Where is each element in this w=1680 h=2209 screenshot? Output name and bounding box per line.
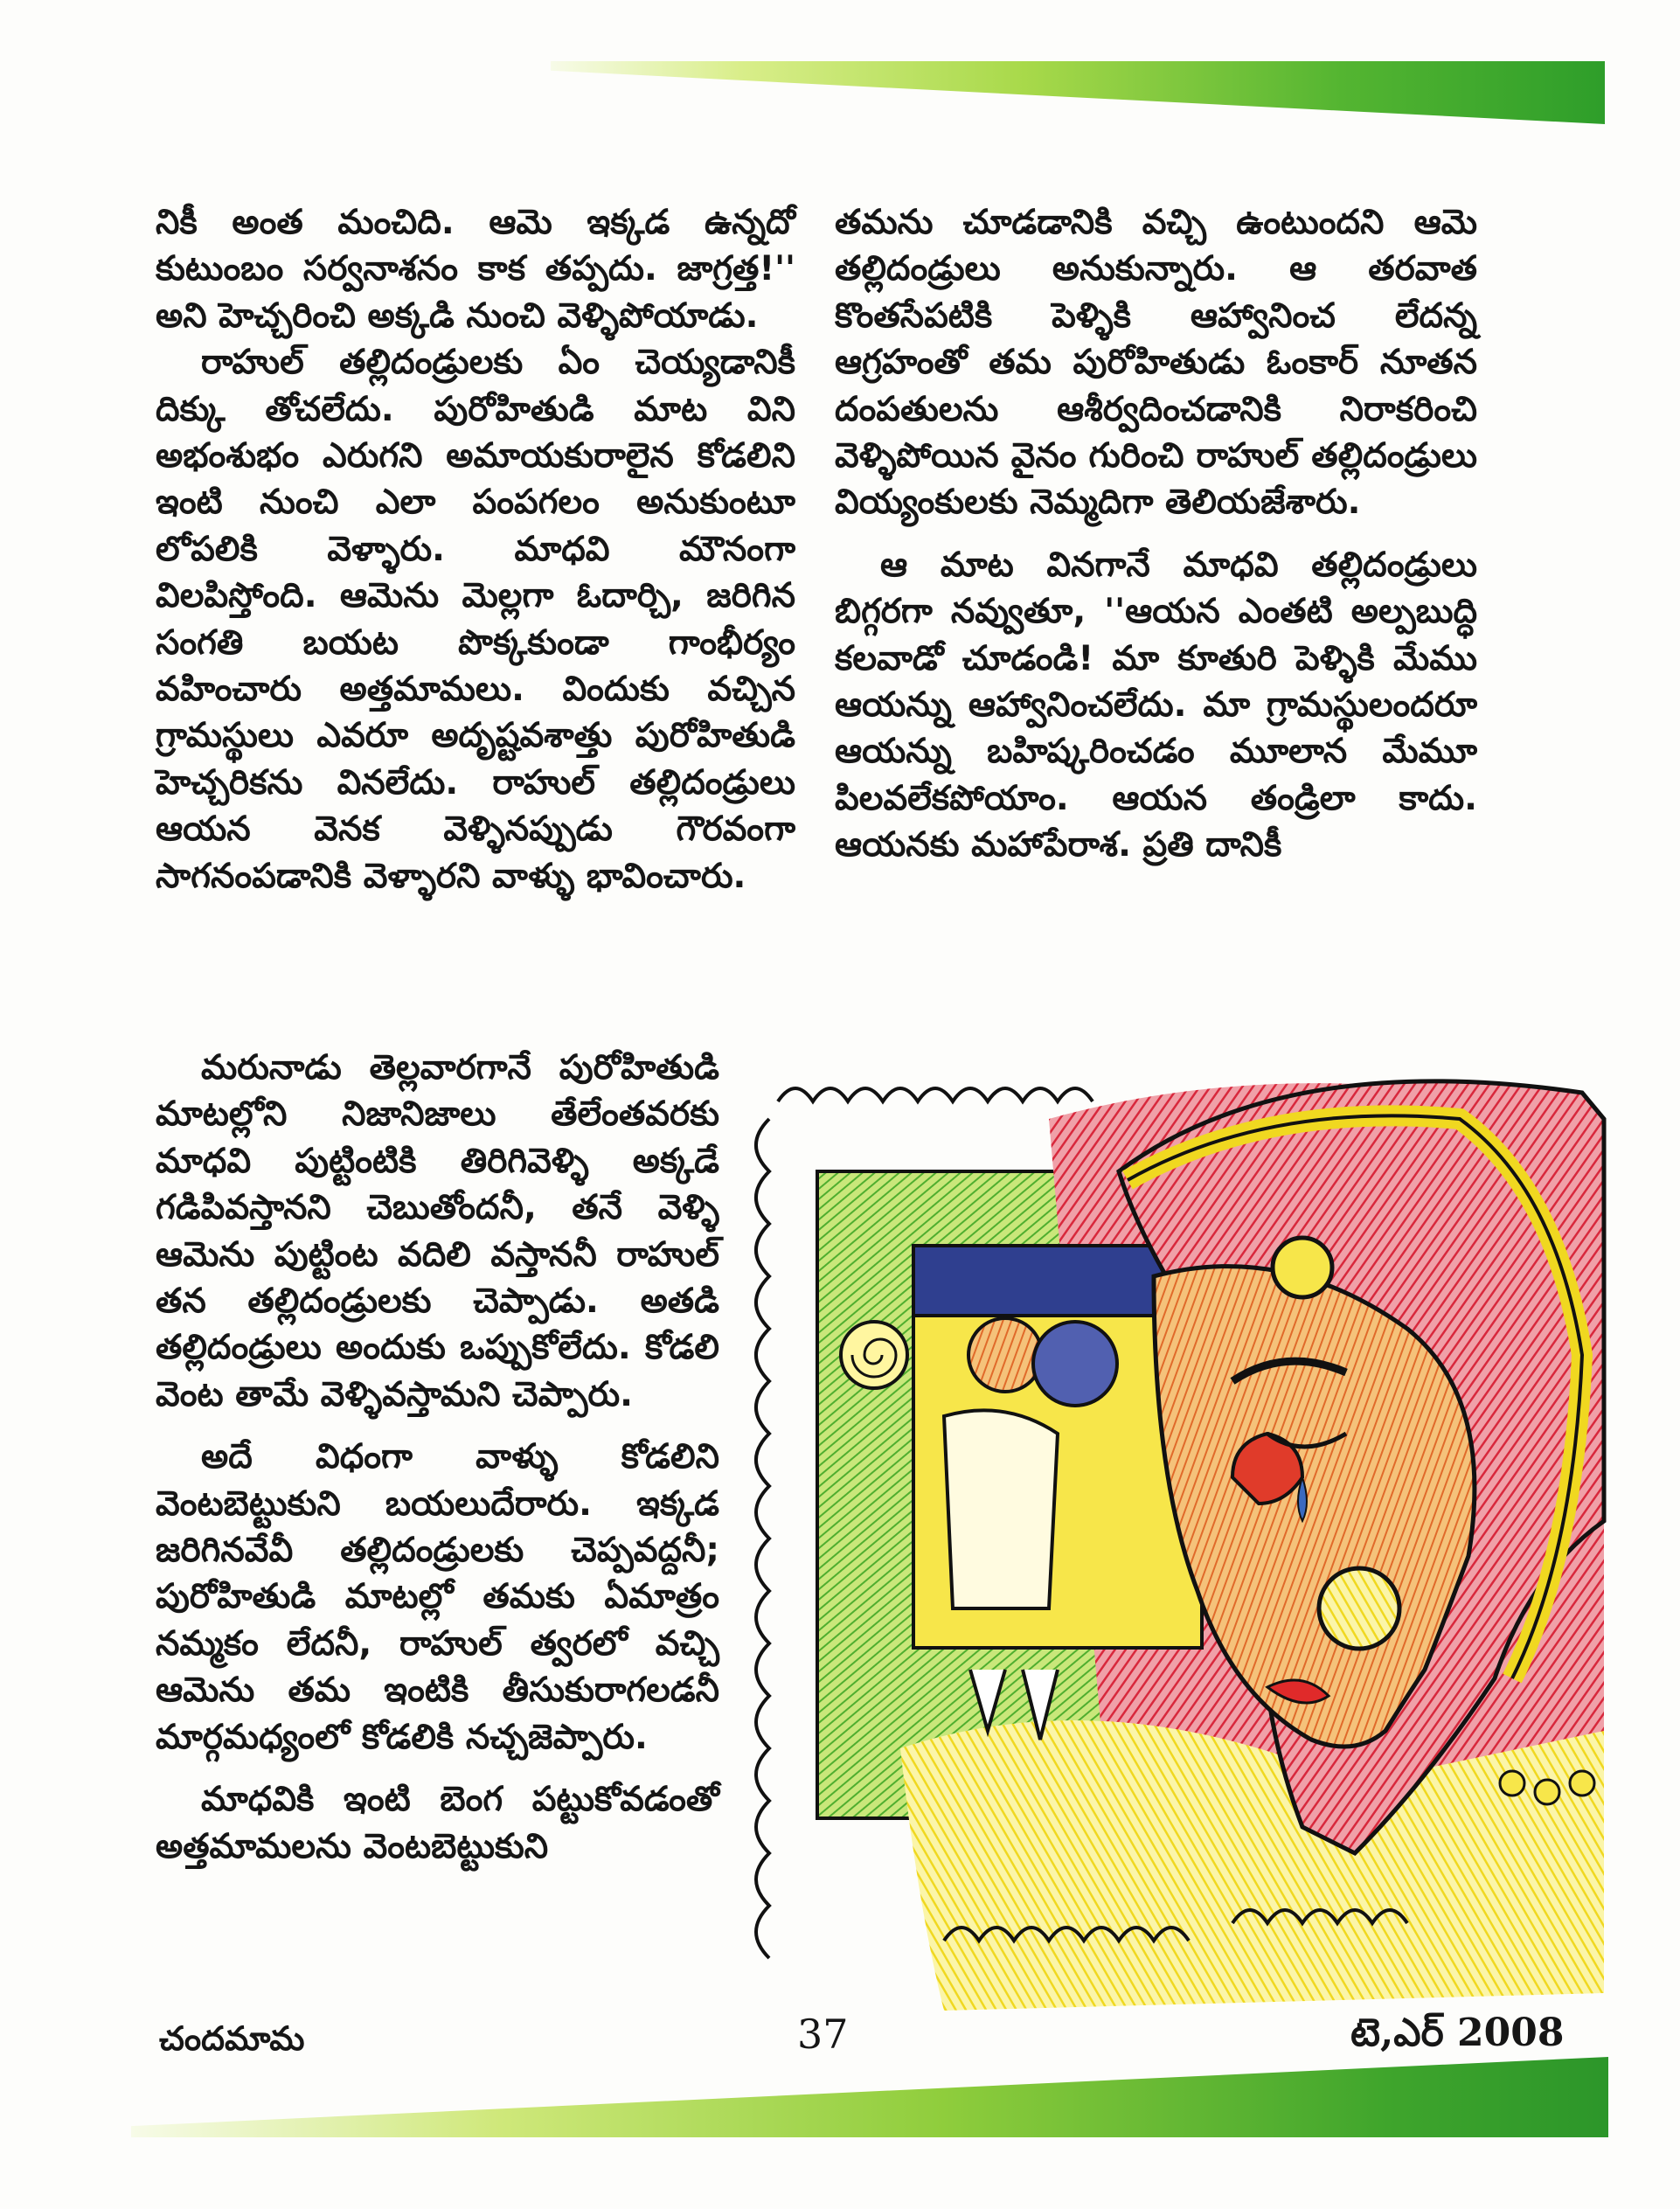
paragraph: తమను చూడడానికి వచ్చి ఉంటుందని ఆమె తల్లిదండ్రులు అనుకున్నారు. ఆ తరవాత కొంతసేపటికి పెళ్ళికి ఆహ్వానించ లేదన్న ఆగ్రహంతో తమ పురోహితుడు ఓంకార్ నూతన దంపతులను ఆశీర్వదించడానికి నిరాకరించి వెళ్ళిపోయిన వైనం గురించి రాహుల్ తల్లిదండ్రులు వియ్యంకులకు నెమ్మదిగా తెలియజేశారు.: [835, 203, 1477, 523]
left-column-top: [156, 199, 795, 900]
paragraph: అదే విధంగా వాళ్ళు కోడలిని వెంటబెట్టుకుని బయలుదేరారు. ఇక్కడ జరిగినవేవీ తల్లిదండ్రులకు చెప్పవద్దనీ; పురోహితుడి మాటల్లో తమకు ఏమాత్రం నమ్మకం లేదనీ, రాహుల్ త్వరలో వచ్చి ఆమెను తమ ఇంటికి తీసుకురాగలడనీ మార్గమధ్యంలో కోడలికి నచ్చజెప్పారు.: [156, 1437, 719, 1757]
issue-date: టె,ఎర్ 2008: [1350, 2011, 1565, 2055]
page-number: 37: [797, 2011, 849, 2058]
paragraph: మాధవికి ఇంటి బెంగ పట్టుకోవడంతో అత్తమామలను వెంటబెట్టుకుని: [156, 1780, 719, 1866]
top-decorative-band: [551, 61, 1605, 124]
story-illustration: [743, 1066, 1608, 2028]
paragraph: ఆ మాట వినగానే మాధవి తల్లిదండ్రులు బిగ్గరగా నవ్వుతూ, ''ఆయన ఎంతటి అల్పబుద్ధి కలవాడో చూడండి! మా కూతురి పెళ్ళికి మేము ఆయన్ను ఆహ్వానించలేదు. మా గ్రామస్థులందరూ ఆయన్ను బహిష్కరించడం మూలాన మేమూ పిలవలేకపోయాం. ఆయన తండ్రిలా కాదు. ఆయనకు మహాపేరాశ. ప్రతి దానికీ: [835, 545, 1477, 865]
paragraph: రాహుల్ తల్లిదండ్రులకు ఏం చెయ్యడానికీ దిక్కు తోచలేదు. పురోహితుడి మాట విని అభంశుభం ఎరుగని అమాయకురాలైన కోడలిని ఇంటి నుంచి ఎలా పంపగలం అనుకుంటూ లోపలికి వెళ్ళారు. మాధవి మౌనంగా విలపిస్తోంది. ఆమెను మెల్లగా ఓదార్చి, జరిగిన సంగతి బయట పొక్కకుండా గాంభీర్యం వహించారు అత్తమామలు. విందుకు వచ్చిన గ్రామస్థులు ఎవరూ అదృష్టవశాత్తు పురోహితుడి హెచ్చరికను వినలేదు. రాహుల్ తల్లిదండ్రులు ఆయన వెనక వెళ్ళినప్పుడు గౌరవంగా సాగనంపడానికి వెళ్ళారని వాళ్ళు భావించారు.: [156, 343, 795, 896]
paragraph: నికీ అంత మంచిది. ఆమె ఇక్కడ ఉన్నదో కుటుంబం సర్వనాశనం కాక తప్పదు. జాగ్రత్త!'' అని హెచ్చరించి అక్కడి నుంచి వెళ్ళిపోయాడు.: [156, 203, 795, 336]
left-column-bottom: [156, 1045, 719, 1870]
bottom-decorative-band: [131, 2057, 1608, 2137]
right-column: [835, 199, 1477, 869]
paragraph: మరునాడు తెల్లవారగానే పురోహితుడి మాటల్లోని నిజానిజాలు తేలేంతవరకు మాధవి పుట్టింటికి తిరిగివెళ్ళి అక్కడే గడిపివస్తానని చెబుతోందనీ, తనే వెళ్ళి ఆమెను పుట్టింట వదిలి వస్తాననీ రాహుల్ తన తల్లిదండ్రులకు చెప్పాడు. అతడి తల్లిదండ్రులు అందుకు ఒప్పుకోలేదు. కోడలి వెంట తామే వెళ్ళివస్తామని చెప్పారు.: [156, 1048, 719, 1414]
magazine-name: చందమామ: [159, 2019, 305, 2058]
